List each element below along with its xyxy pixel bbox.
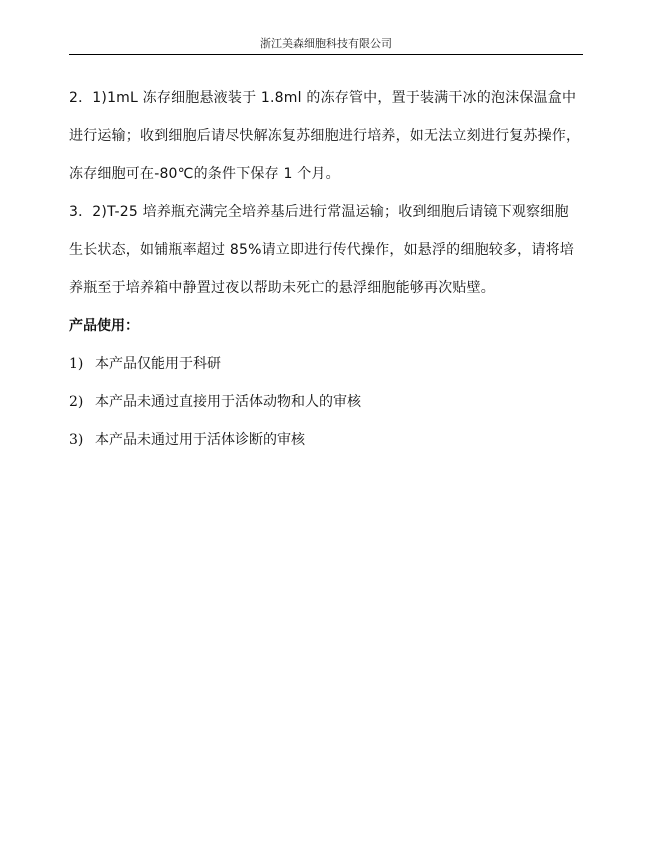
list-item-text: 本产品仅能用于科研 (95, 356, 221, 372)
list-item-text: 本产品未通过直接用于活体动物和人的审核 (95, 394, 361, 410)
list-item-number: 2) (69, 394, 84, 410)
shipping-paragraph-frozen (69, 79, 583, 193)
document-body (69, 79, 583, 459)
shipping-paragraph-flask (69, 193, 583, 307)
list-item-number: 1) (69, 356, 84, 372)
usage-list (69, 345, 583, 459)
paragraph-line: 养瓶至于培养箱中静置过夜以帮助未死亡的悬浮细胞能够再次贴壁。 (69, 280, 495, 296)
paragraph-line: 进行运输；收到细胞后请尽快解冻复苏细胞进行培养，如无法立刻进行复苏操作， (69, 128, 581, 144)
list-item (69, 421, 583, 459)
paragraph-line: 冻存细胞可在-80℃的条件下保存 1 个月。 (69, 166, 340, 182)
list-item-text: 本产品未通过用于活体诊断的审核 (95, 432, 305, 448)
paragraph-line: 生长状态，如铺瓶率超过 85%请立即进行传代操作，如悬浮的细胞较多，请将培 (69, 242, 574, 258)
paragraph-line: 3．2)T-25 培养瓶充满完全培养基后进行常温运输；收到细胞后请镜下观察细胞 (69, 204, 569, 220)
header-divider (69, 54, 583, 55)
paragraph-line: 2．1)1mL 冻存细胞悬液装于 1.8ml 的冻存管中，置于装满干冰的泡沫保温盒中 (69, 90, 577, 106)
list-item-number: 3) (69, 432, 84, 448)
company-name: 浙江美森细胞科技有限公司 (260, 37, 392, 50)
list-item (69, 345, 583, 383)
list-item (69, 383, 583, 421)
usage-section-title: 产品使用： (69, 318, 139, 334)
page-header (69, 37, 583, 51)
